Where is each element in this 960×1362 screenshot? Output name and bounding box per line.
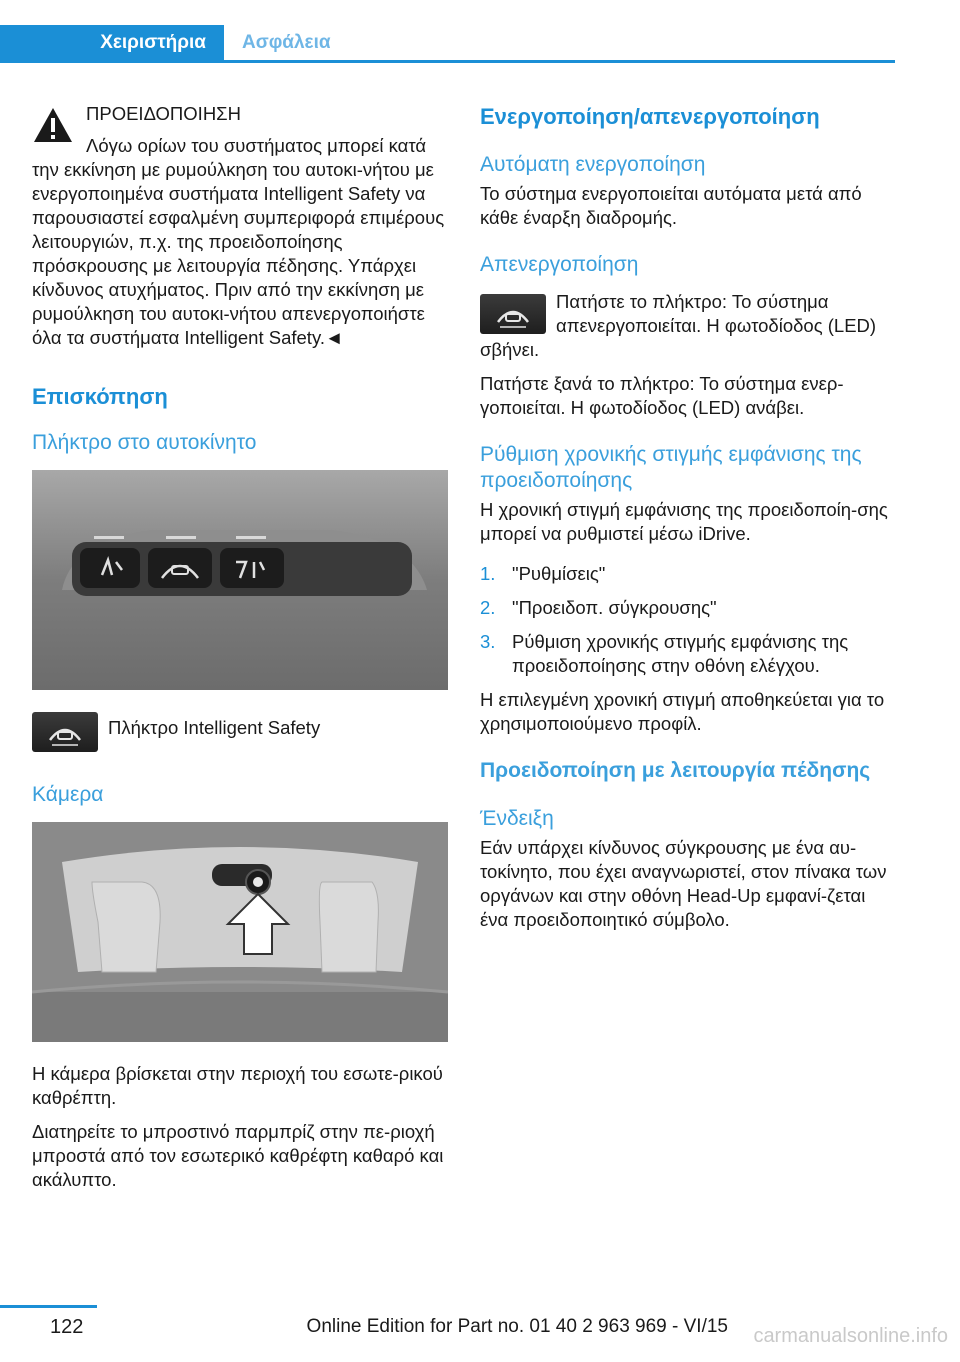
activation-heading: Ενεργοποίηση/απενεργοποίηση <box>480 104 820 129</box>
reactivation-text: Πατήστε ξανά το πλήκτρο: Το σύστημα ενερ-γοποιείται. Η φωτοδίοδος (LED) ανάβει. <box>480 373 844 418</box>
list-text: "Ρυθμίσεις" <box>512 563 606 584</box>
indication-heading: Ένδειξη <box>480 807 554 830</box>
button-heading: Πλήκτρο στο αυτοκίνητο <box>32 431 257 454</box>
button-panel-illustration <box>32 470 448 690</box>
indication-text: Εάν υπάρχει κίνδυνος σύγκρουσης με ένα αυ-τοκίνητο, που έχει αναγνωριστεί, στον πίνακα των οργάνων και στην οθόνη Head-Up εμφανί-ζεται ένα προειδοποιητικό σύμβολο. <box>480 837 887 930</box>
auto-activation-text: Το σύστημα ενεργοποιείται αυτόματα μετά από κάθε έναρξη διαδρομής. <box>480 183 862 228</box>
tab-controls[interactable]: Χειριστήρια <box>0 25 224 60</box>
button-caption-row <box>32 710 448 756</box>
list-text: Ρύθμιση χρονικής στιγμής εμφάνισης της προειδοποίησης στην οθόνη ελέγχου. <box>512 631 849 676</box>
timing-heading: Ρύθμιση χρονικής στιγμής εμφάνισης της προειδοποίησης <box>480 443 862 492</box>
edition-text: Online Edition for Part no. 01 40 2 963 969 - VI/15 <box>306 1316 728 1337</box>
footer-divider <box>0 1305 97 1308</box>
warning-block <box>32 96 448 360</box>
warning-title: ΠΡΟΕΙΔΟΠΟΙΗΣΗ <box>86 103 241 124</box>
page-number: 122 <box>50 1316 84 1338</box>
list-item <box>480 630 896 678</box>
deactivation-row <box>480 290 896 372</box>
left-column <box>32 96 448 1202</box>
windshield-camera-illustration <box>32 822 448 1042</box>
camera-paragraph-2: Διατηρείτε το μπροστινό παρμπρίζ στην πε-ριοχή μπροστά από τον εσωτερικό καθρέφτη καθαρό και ακάλυπτο. <box>32 1121 444 1190</box>
timing-text: Η χρονική στιγμή εμφάνισης της προειδοποίη-σης μπορεί να ρυθμιστεί μέσω iDrive. <box>480 499 888 544</box>
intelligent-safety-button-icon <box>32 712 98 752</box>
warning-triangle-icon <box>32 106 74 144</box>
overview-heading: Επισκόπηση <box>32 384 168 409</box>
intelligent-safety-button-icon-2 <box>480 294 546 334</box>
camera-paragraph-1: Η κάμερα βρίσκεται στην περιοχή του εσωτε-ρικού καθρέπτη. <box>32 1063 443 1108</box>
auto-activation-heading: Αυτόματη ενεργοποίηση <box>480 153 706 176</box>
deactivation-heading: Απενεργοποίηση <box>480 253 639 276</box>
list-number: 3. <box>480 631 496 652</box>
camera-photo <box>32 822 448 1042</box>
list-number: 2. <box>480 597 496 618</box>
list-item <box>480 596 896 620</box>
timing-steps-list <box>480 562 896 678</box>
button-caption: Πλήκτρο Intelligent Safety <box>108 717 321 738</box>
tab-safety[interactable]: Ασφάλεια <box>242 32 331 53</box>
deactivation-text: Πατήστε το πλήκτρο: Το σύστημα απενεργοποιείται. Η φωτοδίοδος (LED) σβήνει. <box>480 291 877 360</box>
saved-profile-text: Η επιλεγμένη χρονική στιγμή αποθηκεύεται για το χρησιμοποιούμενο προφίλ. <box>480 689 885 734</box>
camera-heading: Κάμερα <box>32 783 104 806</box>
list-item <box>480 562 896 586</box>
watermark: carmanualsonline.info <box>753 1325 948 1347</box>
chapter-header <box>0 25 895 63</box>
brake-warning-heading: Προειδοποίηση με λειτουργία πέδησης <box>480 759 871 782</box>
button-panel-photo <box>32 470 448 690</box>
list-number: 1. <box>480 563 496 584</box>
right-column <box>480 96 896 942</box>
warning-text: Λόγω ορίων του συστήματος μπορεί κατά την εκκίνηση με ρυμούλκηση του αυτοκι-νήτου με ενεργοποιημένα συστήματα Intelligent Safety να παρουσιαστεί εσφαλμένη συμπεριφορά επιμέρους λειτουργιών, π.χ. της προειδοποίησης πρόσκρουσης με λειτουργία πέδησης. Υπάρχει κίνδυνος ατυχήματος. Πριν από την εκκίνηση με ρυμούλκηση του αυτοκι-νήτου απενεργοποιήστε όλα τα συστήματα Intelligent Safety.◄ <box>32 135 445 348</box>
list-text: "Προειδοπ. σύγκρουσης" <box>512 597 717 618</box>
